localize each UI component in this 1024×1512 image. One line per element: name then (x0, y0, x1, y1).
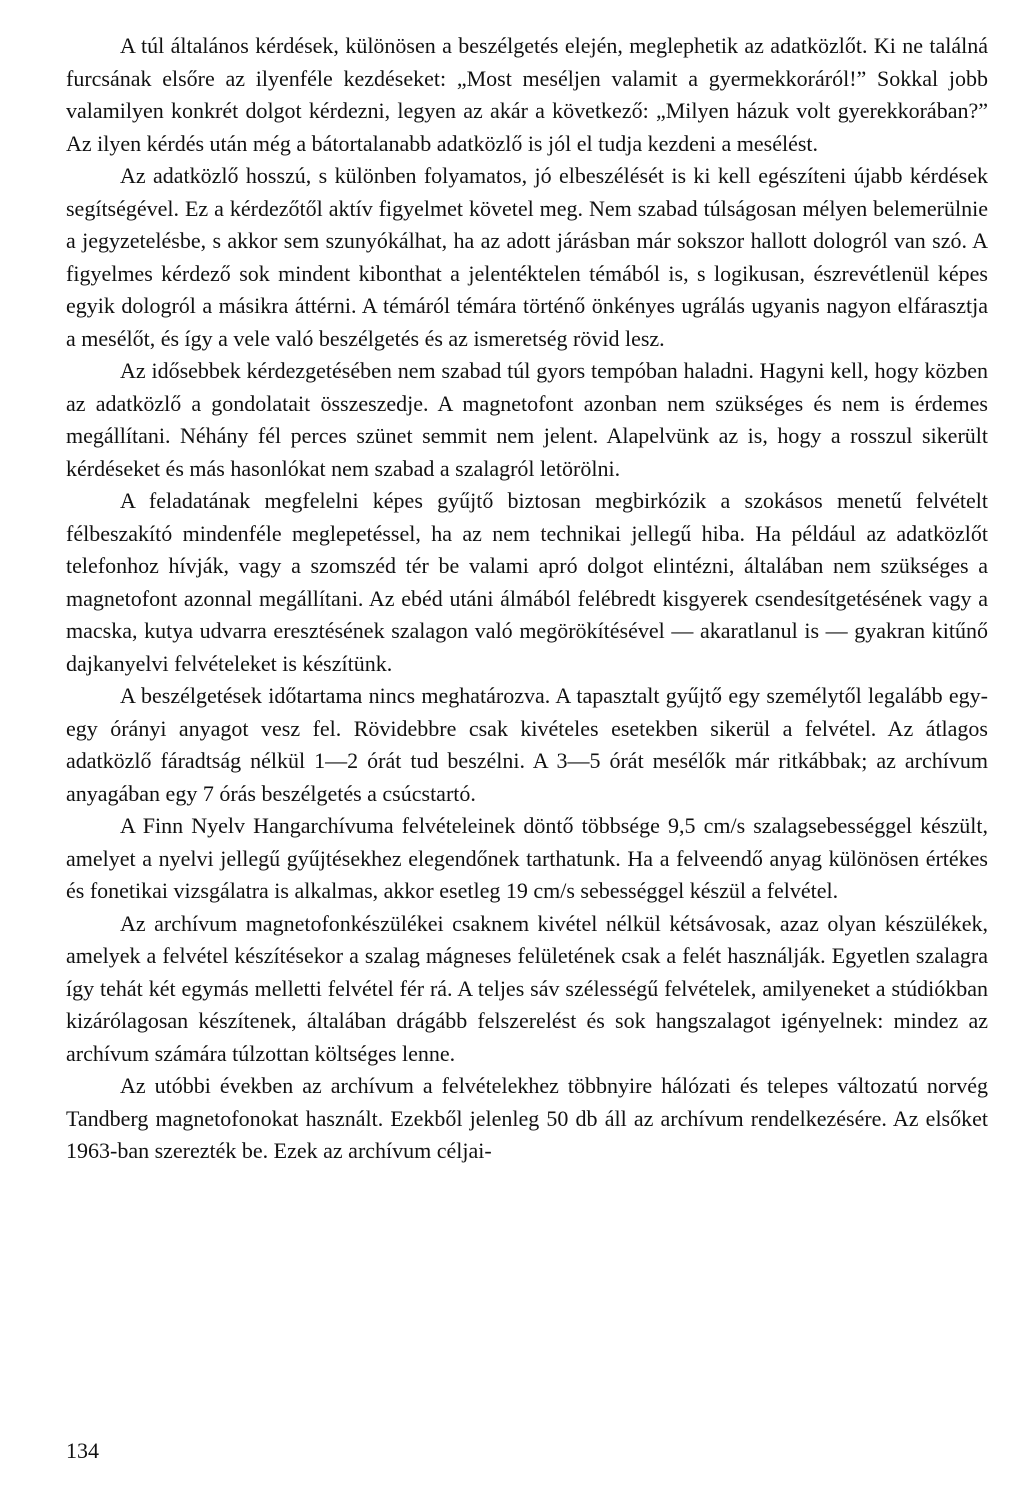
paragraph-1: A túl általános kérdések, különösen a beszélgetés elején, meglephetik az adatközlőt. Ki ne találná furcsának elsőre az ilyenféle kezdéseket: „Most meséljen valamit a gyermekkoráról!” Sokkal jobb valamilyen konkrét dolgot kérdezni, legyen az akár a következő: „Milyen házuk volt gyerekkorában?” Az ilyen kérdés után még a bátortalanabb adatközlő is jól el tudja kezdeni a mesélést. (66, 33, 988, 156)
paragraph-7: Az archívum magnetofonkészülékei csaknem kivétel nélkül kétsávosak, azaz olyan készülékek, amelyek a felvétel készítésekor a szalag mágneses felületének csak a felét használják. Egyetlen szalagra így tehát két egymás melletti felvétel fér rá. A teljes sáv szélességű felvételek, amilyeneket a stúdiókban kizárólagosan készítenek, általában drágább felszerelést és sok hangszalagot igényelnek: mindez az archívum számára túlzottan költséges lenne. (66, 910, 988, 1066)
paragraph-8: Az utóbbi években az archívum a felvételekhez többnyire hálózati és telepes változatú norvég Tandberg magnetofonokat használt. Ezekből jelenleg 50 db áll az archívum rendelkezésére. Az elsőket 1963-ban szerezték be. Ezek az archívum céljai- (66, 1073, 988, 1163)
paragraph-3: Az idősebbek kérdezgetésében nem szabad túl gyors tempóban haladni. Hagyni kell, hogy közben az adatközlő a gondolatait összeszedje. A magnetofont azonban nem szükséges és nem is érdemes megállítani. Néhány fél perces szünet semmit nem jelent. Alapelvünk az is, hogy a rosszul sikerült kérdéseket és más hasonlókat nem szabad a szalagról letörölni. (66, 358, 988, 481)
paragraph-2: Az adatközlő hosszú, s különben folyamatos, jó elbeszélését is ki kell egészíteni újabb kérdések segítségével. Ez a kérdezőtől aktív figyelmet követel meg. Nem szabad túlságosan mélyen belemerülnie a jegyzetelésbe, s akkor sem szunyókálhat, ha az adott járásban már sokszor hallott dologról van szó. A figyelmes kérdező sok mindent kibonthat a jelentéktelen témából is, s logikusan, észrevétlenül képes egyik dologról a másikra áttérni. A témáról témára történő önkényes ugrálás ugyanis nagyon elfárasztja a mesélőt, és így a vele való beszélgetés és az ismeretség rövid lesz. (66, 163, 988, 351)
paragraph-4: A feladatának megfelelni képes gyűjtő biztosan megbirkózik a szokásos menetű felvételt félbeszakító mindenféle meglepetéssel, ha az nem technikai jellegű hiba. Ha például az adatközlőt telefonhoz hívják, vagy a szomszéd tér be valami apró dolgot elintézni, általában nem szükséges a magnetofont azonnal megállítani. Az ebéd utáni álmából felébredt kisgyerek csendesítgetésének vagy a macska, kutya udvarra eresztésének szalagon való megörökítésével — akaratlanul is — gyakran kitűnő dajkanyelvi felvételeket is készítünk. (66, 488, 988, 676)
page-body (66, 30, 988, 1168)
paragraph-5: A beszélgetések időtartama nincs meghatározva. A tapasztalt gyűjtő egy személytől legalább egy-egy órányi anyagot vesz fel. Rövidebbre csak kivételes esetekben sikerül a felvétel. Az átlagos adatközlő fáradtság nélkül 1—2 órát tud beszélni. A 3—5 órát mesélők már ritkábbak; az archívum anyagában egy 7 órás beszélgetés a csúcstartó. (66, 683, 988, 806)
paragraph-6: A Finn Nyelv Hangarchívuma felvételeinek döntő többsége 9,5 cm/s szalagsebességgel készült, amelyet a nyelvi jellegű gyűjtésekhez elegendőnek tarthatunk. Ha a felveendő anyag különösen értékes és fonetikai vizsgálatra is alkalmas, akkor esetleg 19 cm/s sebességgel készül a felvétel. (66, 813, 988, 903)
page-number: 134 (66, 1438, 99, 1463)
